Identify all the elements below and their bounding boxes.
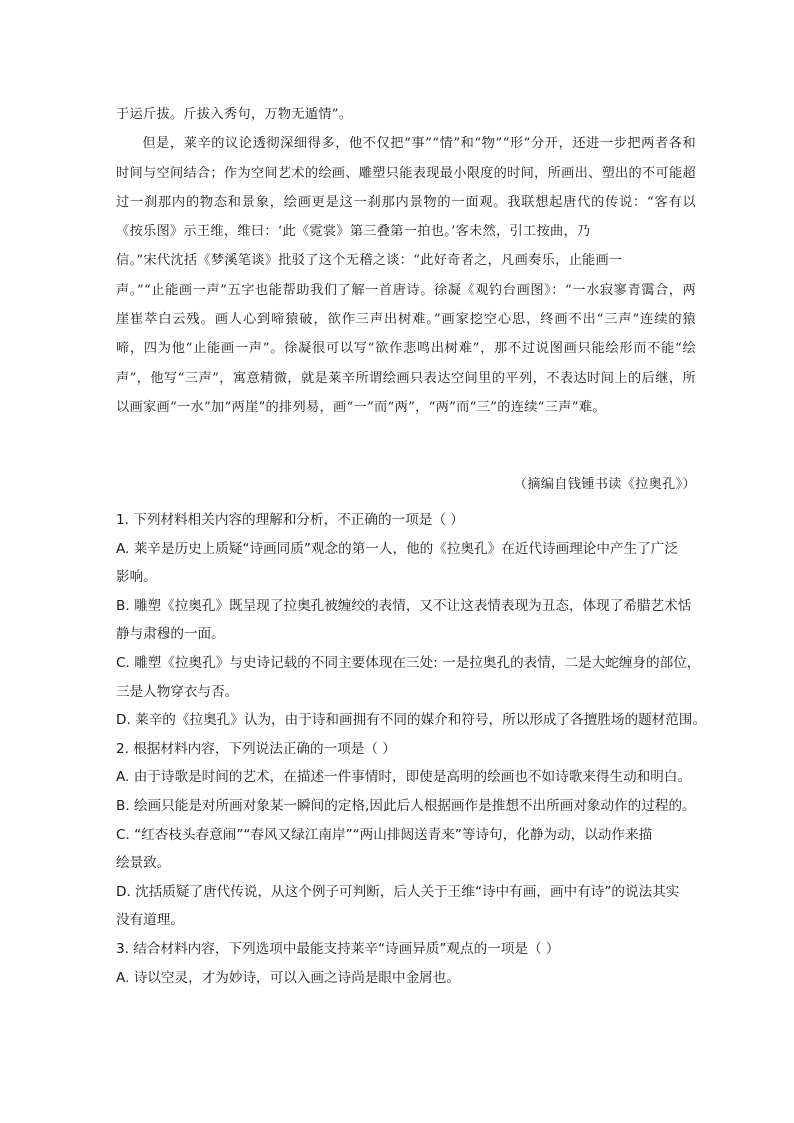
reading-passage	[116, 100, 696, 422]
passage-line: 于运斤拔。斤拔入秀句，万物无遁情”。	[116, 107, 353, 122]
passage-paragraph: 声。”“止能画一声”五字也能帮助我们了解一首唐诗。徐凝《观钓台画图》：“一水寂寥青霭合，两崖崔萃白云残。画人心到啼猿破，欲作三声出树难。”画家挖空心思，终画不出“三声”连续的猿啼，四为他“止能画一声”。徐凝很可以写“欲作悲鸣出树难”，那不过说图画只能绘形而不能“绘声”，他写“三声”，寓意精微，就是莱辛所谓绘画只表达空间里的平列，不表达时间上的后继，所以画家画“一水”加“两崖”的排列易，画“一”而“两”，“两”而“三”的连续“三声”难。	[116, 282, 696, 415]
question-stem-1: 1. 下列材料相关内容的理解和分析，不正确的一项是（ ）	[116, 512, 464, 528]
passage-paragraph: 但是，莱辛的议论透彻深细得多，他不仅把“事”“情”和“物”“形”分开，还进一步把两者各和时间与空间结合；作为空间艺术的绘画、雕塑只能表现最小限度的时间，所画出、塑出的不可能超过一刹那内的物态和景象，绘画更是这一刹那内景物的一面观。我联想起唐代的传说：“客有以《按乐图》示王维，维曰：‘此《霓裳》第三叠第一拍也。’客未然，引工按曲，乃	[116, 136, 696, 240]
option-2d: D. 沈括质疑了唐代传说，从这个例子可判断，后人关于王维“诗中有画，画中有诗”的说法其实	[116, 883, 680, 900]
option-3a: A. 诗以空灵，才为妙诗，可以入画之诗尚是眼中金屑也。	[116, 969, 460, 986]
question-stem-2: 2. 根据材料内容，下列说法正确的一项是（ ）	[116, 740, 396, 757]
option-1a: A. 莱辛是历史上质疑“诗画同质”观念的第一人，他的《拉奥孔》在近代诗画理论中产生了广泛	[116, 540, 678, 557]
option-1b-cont: 静与肃穆的一面。	[116, 626, 225, 643]
option-2b: B. 绘画只能是对所画对象某一瞬间的定格,因此后人根据画作是推想不出所画对象动作的过程的。	[116, 797, 696, 814]
question-list	[116, 506, 707, 992]
option-1c: C. 雕塑《拉奥孔》与史诗记载的不同主要体现在三处: 一是拉奥孔的表情，二是大蛇缠身的部位，	[116, 654, 701, 671]
source-citation: （摘编自钱锺书读《拉奥孔》）	[513, 477, 696, 492]
option-1c-cont: 三是人物穿衣与否。	[116, 683, 239, 700]
option-2d-cont: 没有道理。	[116, 912, 184, 929]
option-1a-cont: 影响。	[116, 569, 157, 586]
option-1d: D. 莱辛的《拉奥孔》认为，由于诗和画拥有不同的媒介和符号，所以形成了各擅胜场的题材范围。	[116, 712, 707, 729]
question-stem-3: 3. 结合材料内容，下列选项中最能支持莱辛“诗画异质”观点的一项是（ ）	[116, 940, 560, 957]
option-2a: A. 由于诗歌是时间的艺术，在描述一件事情时，即使是高明的绘画也不如诗歌来得生动和明白。	[116, 769, 692, 786]
passage-line: 信。”宋代沈括《梦溪笔谈》批驳了这个无稽之谈：“此好奇者之，凡画奏乐，止能画一	[116, 253, 623, 269]
option-2c-cont: 绘景致。	[116, 855, 171, 872]
option-1b: B. 雕塑《拉奥孔》既呈现了拉奥孔被缠绞的表情，又不让这表情表现为丑态，体现了希腊艺术恬	[116, 597, 692, 614]
option-2c: C. “红杏枝头春意闹”“春风又绿江南岸”“两山排闼送青来”等诗句，化静为动，以动作来描	[116, 826, 653, 843]
